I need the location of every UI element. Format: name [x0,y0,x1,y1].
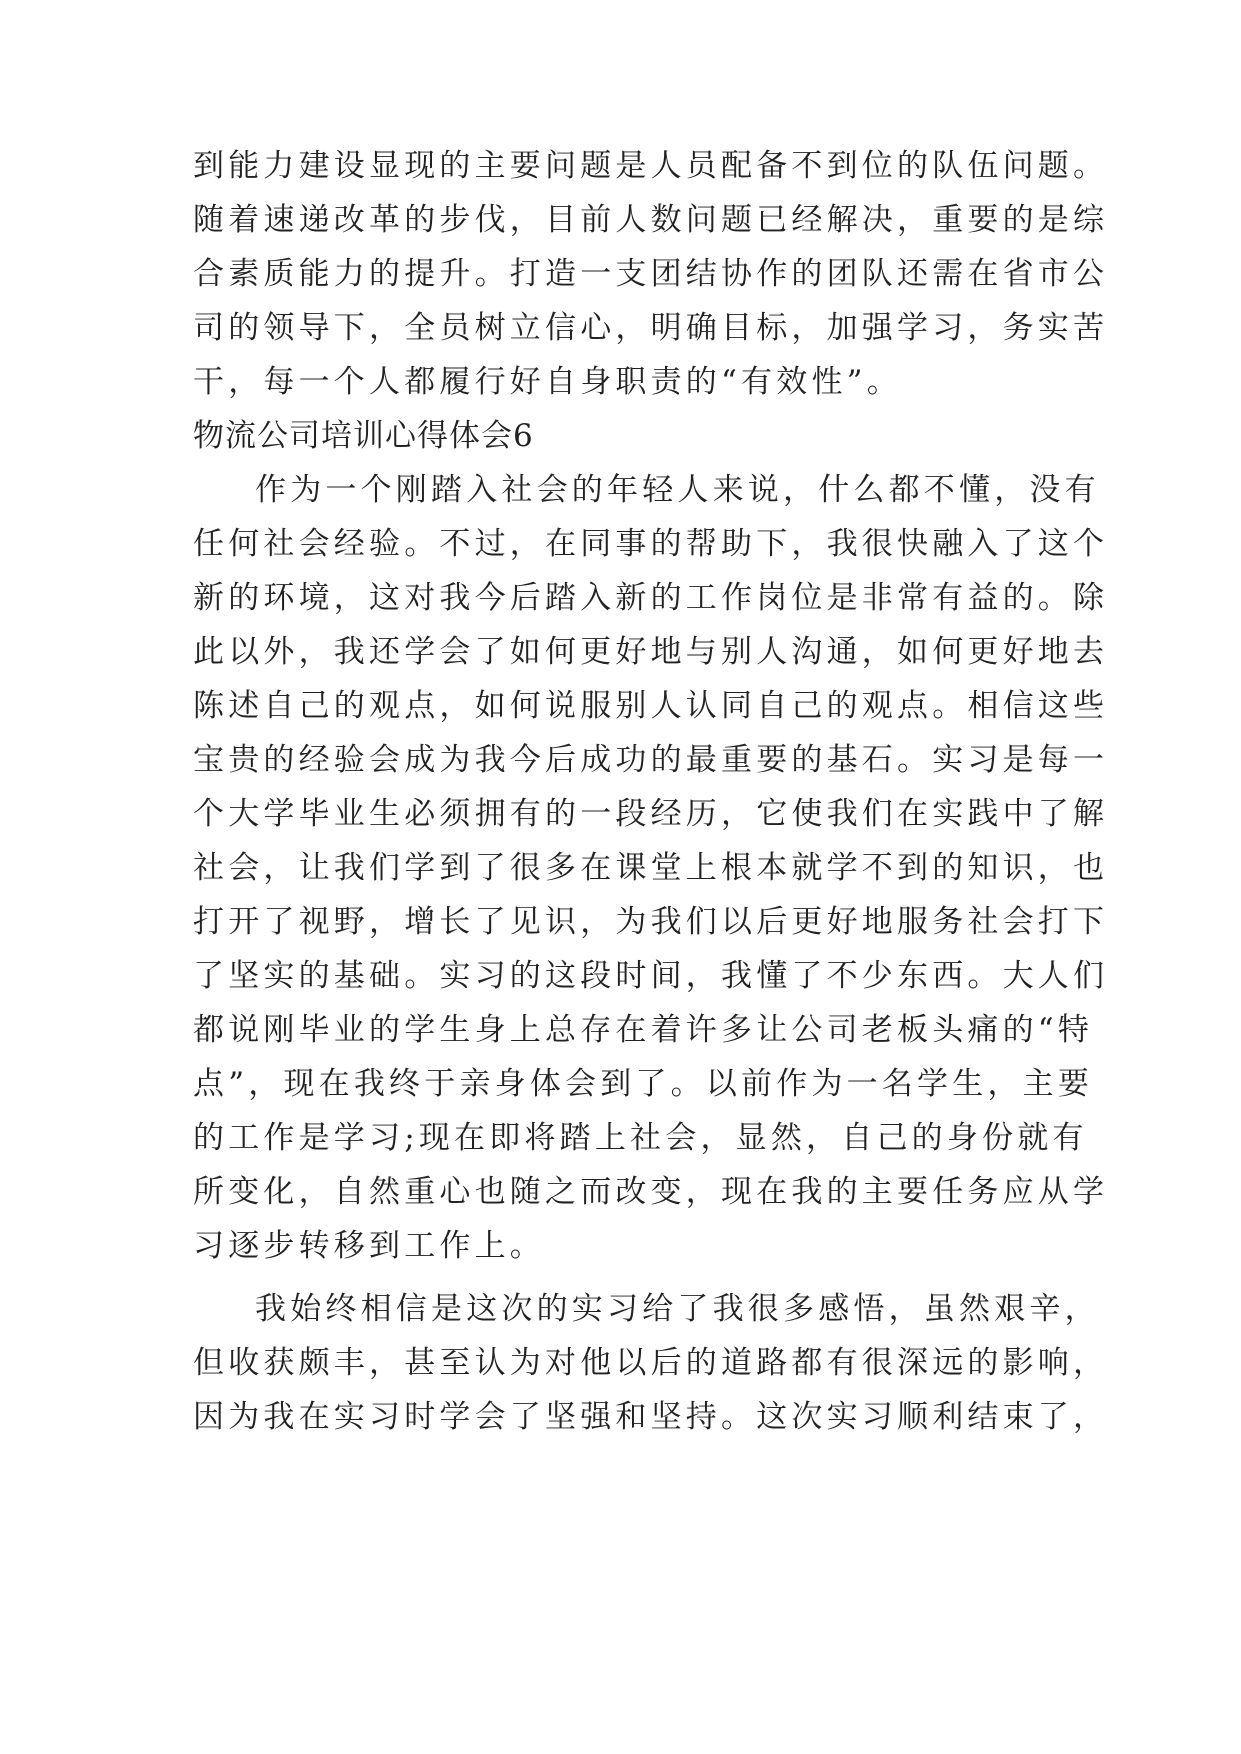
text-line: 陈述自己的观点，如何说服别人认同自己的观点。相信这些 [193,688,1109,724]
text-line: 个大学毕业生必须拥有的一段经历，它使我们在实践中了解 [193,796,1109,832]
section-title: 物流公司培训心得体会6 [193,418,534,454]
text-line: 因为我在实习时学会了坚强和坚持。这次实习顺利结束了， [193,1399,1109,1435]
text-line: 所变化，自然重心也随之而改变，现在我的主要任务应从学 [193,1174,1109,1210]
text-line: 司的领导下，全员树立信心，明确目标，加强学习，务实苦 [193,310,1109,346]
paragraph-first-line: 我始终相信是这次的实习给了我很多感悟，虽然艰辛， [255,1291,1100,1327]
text-line: 干，每一个人都履行好自身职责的“有效性”。 [193,364,902,400]
text-line: 此以外，我还学会了如何更好地与别人沟通，如何更好地去 [193,634,1109,670]
text-line: 打开了视野，增长了见识，为我们以后更好地服务社会打下 [193,904,1109,940]
text-line: 任何社会经验。不过，在同事的帮助下，我很快融入了这个 [193,526,1109,562]
text-line: 宝贵的经验会成为我今后成功的最重要的基石。实习是每一 [193,742,1109,778]
text-line: 社会，让我们学到了很多在课堂上根本就学不到的知识，也 [193,850,1109,886]
text-line: 新的环境，这对我今后踏入新的工作岗位是非常有益的。除 [193,580,1109,616]
text-line: 到能力建设显现的主要问题是人员配备不到位的队伍问题。 [193,148,1109,184]
paragraph-first-line: 作为一个刚踏入社会的年轻人来说，什么都不懂，没有 [255,472,1100,508]
text-line: 了坚实的基础。实习的这段时间，我懂了不少东西。大人们 [193,958,1109,994]
text-line: 随着速递改革的步伐，目前人数问题已经解决，重要的是综 [193,202,1109,238]
text-line: 都说刚毕业的学生身上总存在着许多让公司老板头痛的“特 [193,1012,1094,1048]
text-line: 习逐步转移到工作上。 [193,1228,545,1264]
text-line: 合素质能力的提升。打造一支团结协作的团队还需在省市公 [193,256,1109,292]
text-line: 的工作是学习;现在即将踏上社会，显然，自己的身份就有 [193,1120,1088,1156]
text-line: 点”，现在我终于亲身体会到了。以前作为一名学生，主要 [193,1066,1094,1102]
text-line: 但收获颇丰，甚至认为对他以后的道路都有很深远的影响， [193,1345,1109,1381]
